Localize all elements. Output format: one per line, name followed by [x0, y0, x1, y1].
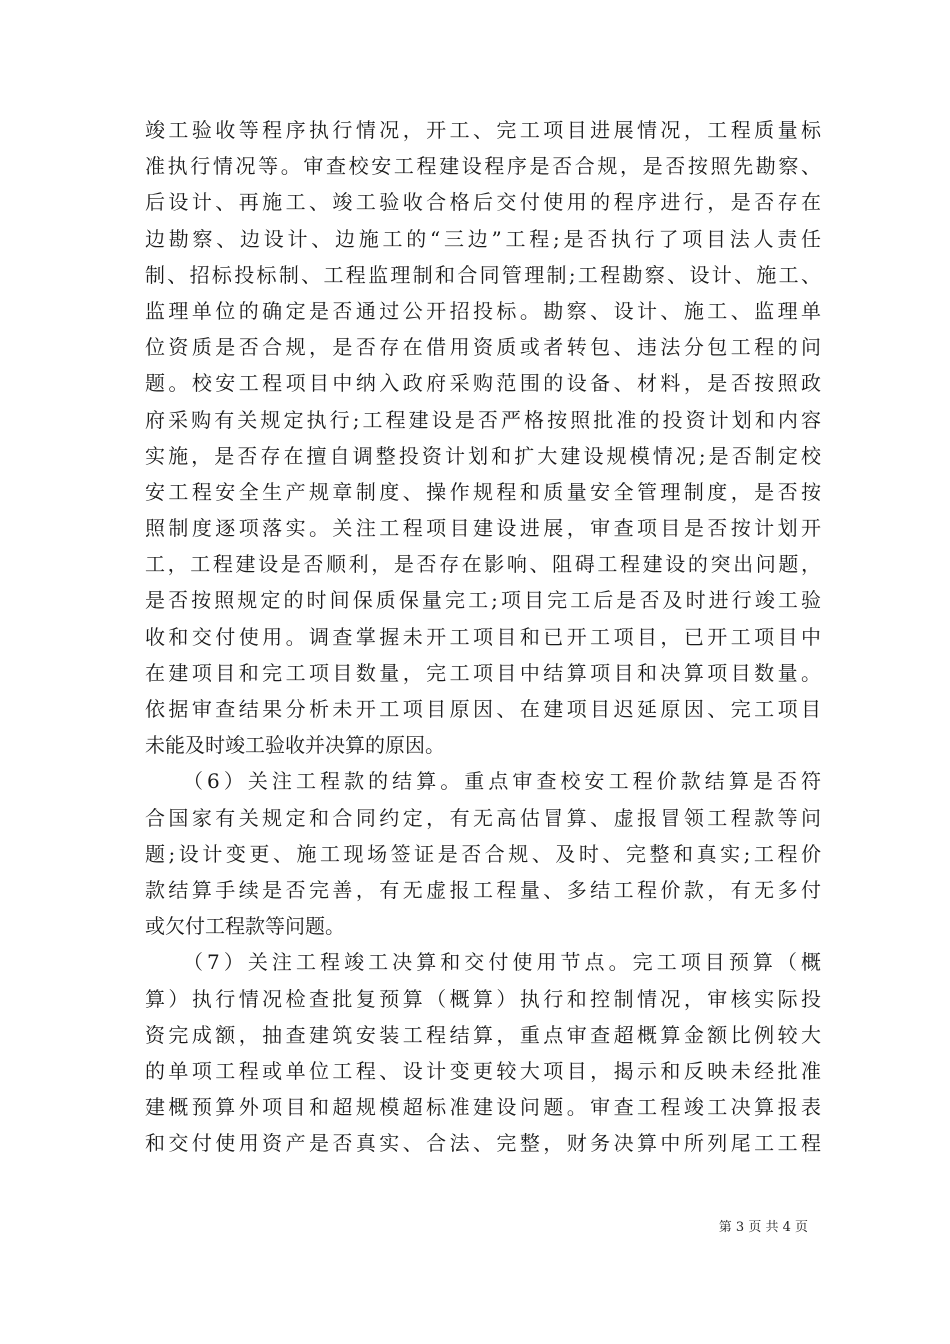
text-line: 制、招标投标制、工程监理制和合同管理制;工程勘察、设计、施工、	[145, 262, 821, 287]
text-line: 未能及时竣工验收并决算的原因。	[145, 733, 445, 758]
text-line: 在建项目和完工项目数量，完工项目中结算项目和决算项目数量。	[145, 660, 821, 685]
paragraph-6-start: （6）关注工程款的结算。重点审查校安工程价款结算是否符	[183, 769, 821, 794]
text-line: 款结算手续是否完善，有无虚报工程量、多结工程价款，有无多付	[145, 877, 821, 902]
body-text	[145, 112, 821, 1161]
text-line: 实施，是否存在擅自调整投资计划和扩大建设规模情况;是否制定校	[145, 443, 821, 468]
text-line: 题。校安工程项目中纳入政府采购范围的设备、材料，是否按照政	[145, 371, 821, 396]
page-number-footer: 第 3 页 共 4 页	[718, 1220, 808, 1235]
text-line: 监理单位的确定是否通过公开招投标。勘察、设计、施工、监理单	[145, 298, 821, 323]
paragraph-7-start: （7）关注工程竣工决算和交付使用节点。完工项目预算（概	[183, 950, 821, 975]
text-line: 题;设计变更、施工现场签证是否合规、及时、完整和真实;工程价	[145, 841, 821, 866]
text-line: 照制度逐项落实。关注工程项目建设进展，审查项目是否按计划开	[145, 516, 821, 541]
text-line: 准执行情况等。审查校安工程建设程序是否合规，是否按照先勘察、	[145, 154, 821, 179]
text-line: 合国家有关规定和合同约定，有无高估冒算、虚报冒领工程款等问	[145, 805, 821, 830]
text-line: 是否按照规定的时间保质保量完工;项目完工后是否及时进行竣工验	[145, 588, 821, 613]
text-line: 安工程安全生产规章制度、操作规程和质量安全管理制度，是否按	[145, 479, 821, 504]
text-line: 和交付使用资产是否真实、合法、完整，财务决算中所列尾工工程	[145, 1131, 821, 1156]
text-line: 依据审查结果分析未开工项目原因、在建项目迟延原因、完工项目	[145, 697, 821, 721]
text-line: 建概预算外项目和超规模超标准建设问题。审查工程竣工决算报表	[145, 1095, 821, 1120]
text-line: 的单项工程或单位工程、设计变更较大项目，揭示和反映未经批准	[145, 1058, 821, 1083]
text-line: 算）执行情况检查批复预算（概算）执行和控制情况，审核实际投	[145, 986, 821, 1011]
text-line: 或欠付工程款等问题。	[145, 914, 345, 939]
text-line: 府采购有关规定执行;工程建设是否严格按照批准的投资计划和内容	[145, 407, 821, 432]
text-line: 位资质是否合规，是否存在借用资质或者转包、违法分包工程的问	[145, 335, 821, 360]
text-line: 边勘察、边设计、边施工的“三边”工程;是否执行了项目法人责任	[145, 226, 821, 251]
text-line: 工，工程建设是否顺利，是否存在影响、阻碍工程建设的突出问题，	[145, 552, 821, 577]
text-line: 资完成额，抽查建筑安装工程结算，重点审查超概算金额比例较大	[145, 1022, 821, 1047]
text-line: 竣工验收等程序执行情况，开工、完工项目进展情况，工程质量标	[145, 118, 821, 142]
text-line: 后设计、再施工、竣工验收合格后交付使用的程序进行，是否存在	[145, 190, 821, 215]
text-line: 收和交付使用。调查掌握未开工项目和已开工项目，已开工项目中	[145, 624, 821, 649]
